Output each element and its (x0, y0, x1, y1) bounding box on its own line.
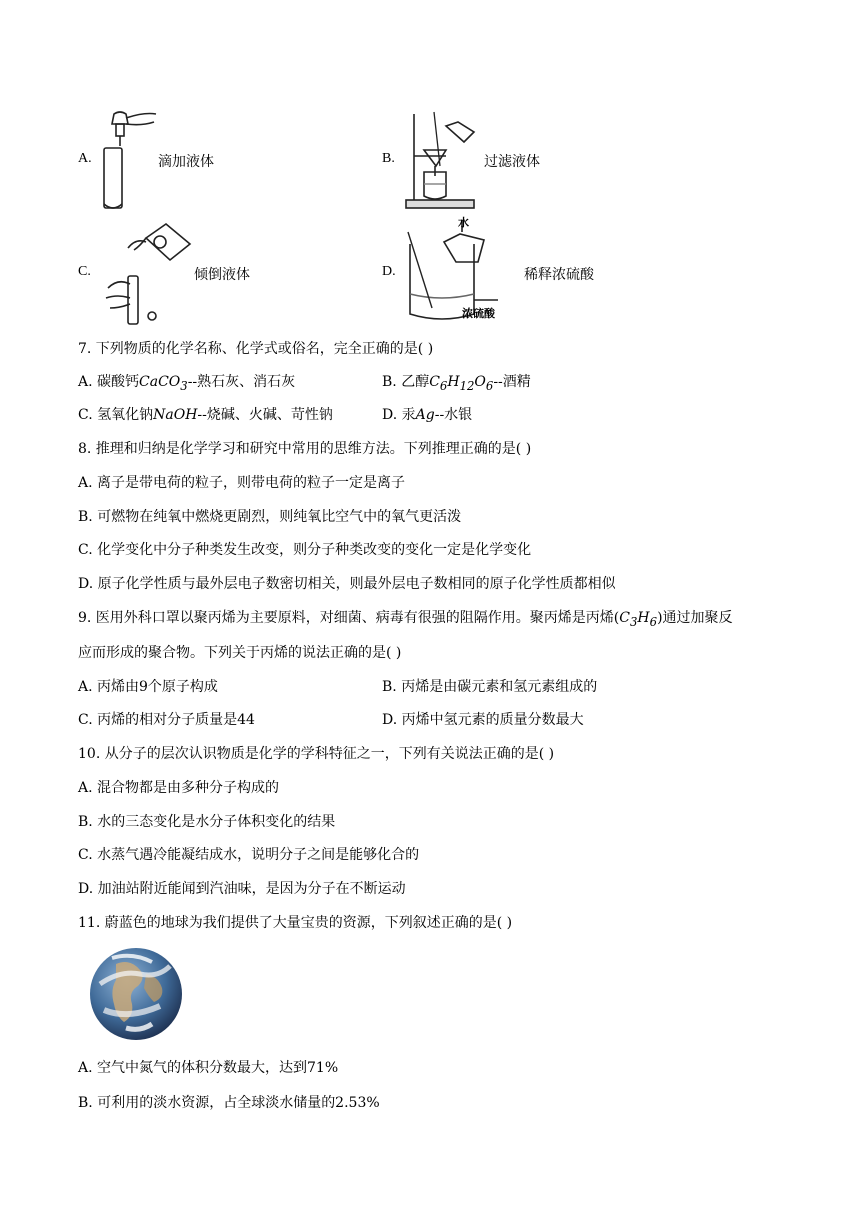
q7-stem: 7. 下列物质的化学名称、化学式或俗名，完全正确的是( ) (78, 341, 434, 357)
q7-option-c: C. 氢氧化钠NaOH--烧碱、火碱、苛性钠 (78, 407, 333, 423)
q7-option-a: A. 碳酸钙CaCO$_3$--熟石灰、消石灰 (78, 374, 296, 393)
option-c-label: 倾倒液体 (194, 267, 250, 283)
q11-option-a: A. 空气中氮气的体积分数最大，达到71% (78, 1060, 339, 1076)
q10-option-a: A. 混合物都是由多种分子构成的 (78, 780, 280, 796)
q7-option-b: B. 乙醇$C_6H_{12}O_6--$酒精 (382, 374, 531, 393)
pouring-liquid-icon (98, 218, 194, 328)
option-c-letter: C. (78, 264, 91, 279)
q9-option-d: D. 丙烯中氢元素的质量分数最大 (382, 712, 584, 728)
acid-label: 浓硫酸 (462, 307, 495, 320)
option-b-letter: B. (382, 151, 395, 166)
q8-option-b: B. 可燃物在纯氧中燃烧更剧烈，则纯氧比空气中的氧气更活泼 (78, 509, 462, 525)
dropper-adding-liquid-icon (96, 108, 158, 214)
q8-option-d: D. 原子化学性质与最外层电子数密切相关，则最外层电子数相同的原子化学性质都相似 (78, 576, 616, 592)
q11-stem: 11. 蔚蓝色的地球为我们提供了大量宝贵的资源，下列叙述正确的是( ) (78, 915, 513, 931)
q9-option-a: A. 丙烯由9个原子构成 (78, 679, 218, 695)
q9-stem-line1: 9. 医用外科口罩以聚丙烯为主要原料，对细菌、病毒有很强的阻隔作用。聚丙烯是丙烯$(C_3H_6)$通过加聚反 (78, 610, 733, 629)
filtration-setup-icon (402, 110, 478, 210)
q9-option-c: C. 丙烯的相对分子质量是44 (78, 712, 255, 728)
earth-photo-icon (86, 944, 186, 1044)
q10-option-c: C. 水蒸气遇冷能凝结成水，说明分子之间是能够化合的 (78, 847, 420, 863)
q11-option-b: B. 可利用的淡水资源，占全球淡水储量的2.53% (78, 1095, 380, 1111)
q10-stem: 10. 从分子的层次认识物质是化学的学科特征之一，下列有关说法正确的是( ) (78, 746, 555, 762)
q10-option-d: D. 加油站附近能闻到汽油味，是因为分子在不断运动 (78, 881, 406, 897)
q9-option-b: B. 丙烯是由碳元素和氢元素组成的 (382, 679, 598, 695)
option-a-label: 滴加液体 (158, 154, 214, 170)
option-b-label: 过滤液体 (484, 154, 540, 170)
option-a-letter: A. (78, 151, 92, 166)
water-label: 水 (458, 216, 469, 229)
q8-option-c: C. 化学变化中分子种类发生改变，则分子种类改变的变化一定是化学变化 (78, 542, 532, 558)
option-d-label: 稀释浓硫酸 (524, 267, 594, 283)
q9-stem-line2: 应而形成的聚合物。下列关于丙烯的说法正确的是( ) (78, 645, 402, 661)
q7-option-d: D. 汞Ag--水银 (382, 407, 473, 423)
q10-option-b: B. 水的三态变化是水分子体积变化的结果 (78, 814, 336, 830)
option-d-letter: D. (382, 264, 396, 279)
q8-option-a: A. 离子是带电荷的粒子，则带电荷的粒子一定是离子 (78, 475, 406, 491)
q8-stem: 8. 推理和归纳是化学学习和研究中常用的思维方法。下列推理正确的是( ) (78, 441, 532, 457)
